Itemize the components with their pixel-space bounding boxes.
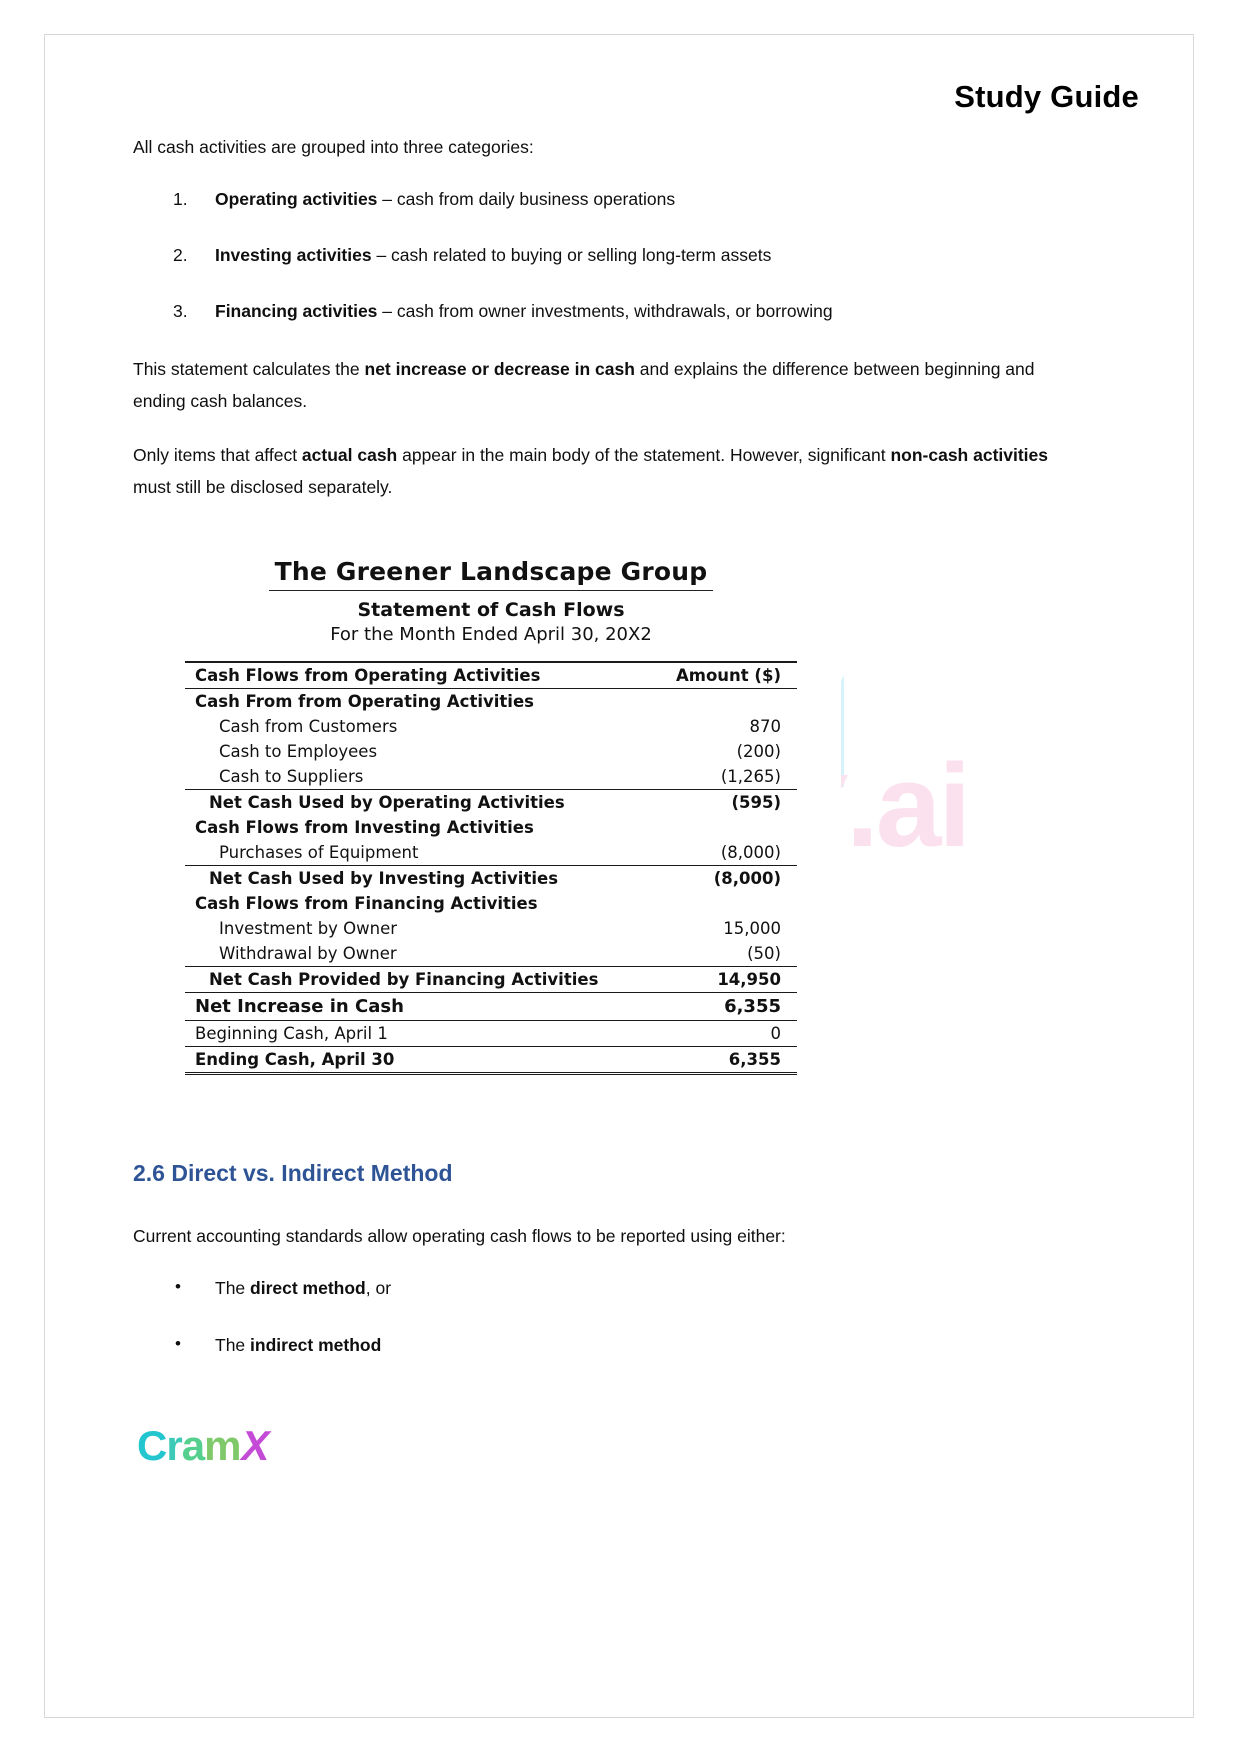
table-row [185, 941, 797, 967]
paragraph-text: This statement calculates the [133, 359, 365, 379]
logo-letter-r: r [166, 1422, 182, 1469]
logo-letter-c: C [137, 1422, 167, 1469]
cash-flow-statement [141, 531, 841, 1075]
table-row [185, 764, 797, 790]
row-amount: 15,000 [723, 919, 781, 938]
table-row [185, 714, 797, 739]
list-item [133, 185, 1063, 213]
row-amount [611, 689, 797, 715]
row-amount: (595) [611, 790, 797, 816]
row-amount [611, 891, 797, 916]
row-label: Net Cash Used by Investing Activities [185, 866, 611, 892]
row-label: Beginning Cash, April 1 [185, 1021, 611, 1047]
row-amount: (8,000) [720, 843, 781, 862]
row-amount [611, 815, 797, 840]
list-item-term: indirect method [250, 1335, 382, 1355]
row-label: Ending Cash, April 30 [185, 1047, 611, 1074]
table-row [185, 891, 797, 916]
row-amount: (1,265) [720, 767, 781, 786]
row-label: Cash to Employees [219, 742, 378, 761]
statement-company-name: The Greener Landscape Group [269, 557, 714, 591]
intro-paragraph: All cash activities are grouped into three categories: [133, 137, 534, 157]
row-label: Withdrawal by Owner [219, 944, 397, 963]
list-item-text: – cash related to buying or selling long-term assets [371, 245, 772, 265]
row-amount: (50) [747, 944, 781, 963]
table-row [185, 840, 797, 866]
paragraph-text: and explains the difference between beginning and ending cash balances. [133, 359, 1035, 411]
row-amount: 6,355 [611, 993, 797, 1021]
row-amount: 14,950 [611, 967, 797, 993]
paragraph-emphasis: non-cash activities [890, 445, 1049, 465]
paragraph-emphasis: net increase or decrease in cash [364, 359, 635, 379]
watermark-text: .ai [846, 740, 969, 872]
table-row [185, 1021, 797, 1047]
cash-flow-table [185, 661, 797, 1075]
document-body-lower [133, 1220, 1063, 1388]
methods-list [133, 1274, 1063, 1359]
categories-list [133, 185, 1063, 325]
list-item-text: The [215, 1335, 251, 1355]
row-label: Cash to Suppliers [219, 767, 364, 786]
logo-letter-a: a [181, 1422, 205, 1469]
bullet-icon: • [175, 1277, 181, 1296]
list-item-text: , or [365, 1278, 392, 1298]
row-label: Net Cash Used by Operating Activities [185, 790, 611, 816]
section-intro-paragraph: Current accounting standards allow operating cash flows to be reported using either: [133, 1226, 786, 1246]
paragraph-text: must still be disclosed separately. [133, 477, 393, 497]
paragraph-emphasis: actual cash [301, 445, 398, 465]
cramx-logo [137, 1422, 269, 1469]
cash-flow-statement-figure [141, 531, 841, 1083]
table-row [185, 689, 797, 715]
list-item [133, 297, 1063, 325]
list-number: 3. [173, 301, 188, 321]
column-header-label: Cash Flows from Operating Activities [185, 662, 611, 689]
logo-letter-m: m [204, 1422, 241, 1469]
row-label: Cash Flows from Investing Activities [195, 818, 534, 837]
list-item [133, 1331, 1063, 1359]
table-row-total [185, 790, 797, 816]
table-row-total [185, 967, 797, 993]
statement-heading-block [141, 531, 841, 645]
table-row [185, 739, 797, 764]
row-label: Investment by Owner [219, 919, 398, 938]
table-row-grand-total [185, 993, 797, 1021]
table-header-row [185, 662, 797, 689]
list-item-text: The [215, 1278, 251, 1298]
paragraph-text: Only items that affect [133, 445, 302, 465]
table-row [185, 815, 797, 840]
statement-description-paragraph [133, 353, 1063, 417]
column-header-amount: Amount ($) [611, 662, 797, 689]
row-amount: 870 [749, 717, 781, 736]
list-item [133, 241, 1063, 269]
paragraph-text: appear in the main body of the statement. However, significant [397, 445, 891, 465]
list-number: 1. [173, 189, 188, 209]
row-amount: 6,355 [611, 1047, 797, 1074]
row-label: Cash from Customers [219, 717, 398, 736]
list-item-term: Investing activities [215, 245, 372, 265]
document-page [44, 34, 1194, 1718]
row-label: Purchases of Equipment [219, 843, 419, 862]
row-label: Cash From from Operating Activities [195, 692, 534, 711]
page-title: Study Guide [954, 79, 1139, 114]
table-row-total [185, 866, 797, 892]
row-amount: (200) [736, 742, 781, 761]
row-label: Net Cash Provided by Financing Activities [185, 967, 611, 993]
table-row-ending [185, 1047, 797, 1074]
document-body-upper [133, 131, 1063, 525]
logo-letter-x: X [241, 1422, 269, 1469]
row-label: Cash Flows from Financing Activities [195, 894, 538, 913]
list-item [133, 1274, 1063, 1302]
list-item-text: – cash from daily business operations [377, 189, 676, 209]
section-heading: 2.6 Direct vs. Indirect Method [133, 1160, 453, 1186]
list-item-term: Operating activities [215, 189, 378, 209]
list-item-text: – cash from owner investments, withdrawals, or borrowing [377, 301, 833, 321]
row-amount: (8,000) [611, 866, 797, 892]
row-label: Net Increase in Cash [185, 993, 611, 1021]
list-item-term: Financing activities [215, 301, 378, 321]
table-row [185, 916, 797, 941]
actual-cash-paragraph [133, 439, 1063, 503]
statement-title: Statement of Cash Flows [357, 599, 625, 621]
list-item-term: direct method [250, 1278, 366, 1298]
list-number: 2. [173, 245, 188, 265]
bullet-icon: • [175, 1334, 181, 1353]
row-amount: 0 [611, 1021, 797, 1047]
statement-period: For the Month Ended April 30, 20X2 [330, 624, 652, 645]
